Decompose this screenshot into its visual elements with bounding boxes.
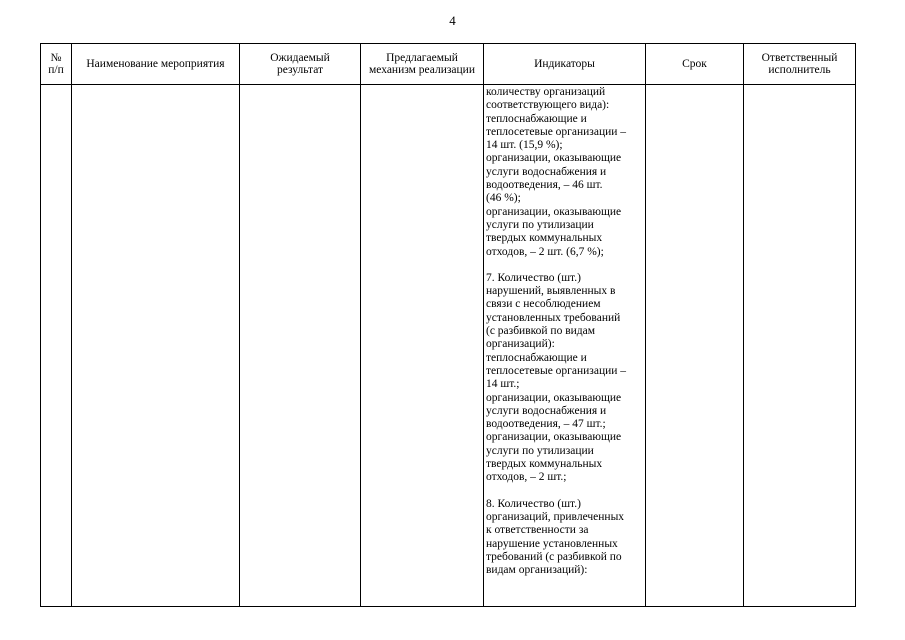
- cell-result: [240, 85, 361, 607]
- indicator-line: организаций):: [486, 338, 555, 351]
- indicator-line: организации, оказывающие: [486, 391, 622, 404]
- indicator-line: 8. Количество (шт.): [486, 497, 581, 510]
- indicators-list: [484, 85, 645, 577]
- indicator-line: теплосетевые организации –: [486, 125, 627, 138]
- indicator-line: связи с несоблюдением: [486, 298, 601, 311]
- cell-name: [72, 85, 240, 607]
- header-result: Ожидаемый результат: [240, 44, 361, 85]
- indicator-line: услуги по утилизации: [486, 444, 594, 457]
- cell-indicators: [484, 85, 646, 607]
- header-responsible: Ответственный исполнитель: [744, 44, 856, 85]
- cell-responsible: [744, 85, 856, 607]
- indicator-line: 14 шт.;: [486, 378, 520, 391]
- table-header-row: [41, 44, 856, 85]
- indicator-paragraph: [486, 86, 645, 272]
- header-indicators: Индикаторы: [484, 44, 646, 85]
- indicator-line: 14 шт. (15,9 %);: [486, 139, 563, 152]
- indicator-line: услуги водоснабжения и: [486, 165, 607, 178]
- indicator-line: водоотведения, – 47 шт.;: [486, 418, 606, 431]
- paragraph-gap: [486, 485, 645, 498]
- header-num: № п/п: [41, 44, 72, 85]
- indicator-line: теплоснабжающие и: [486, 112, 587, 125]
- indicator-line: (с разбивкой по видам: [486, 325, 596, 338]
- indicator-line: нарушение установленных: [486, 537, 618, 550]
- indicator-line: требований (с разбивкой по: [486, 550, 622, 563]
- indicator-line: количеству организаций: [486, 86, 606, 98]
- indicator-line: твердых коммунальных: [486, 458, 603, 471]
- header-mechanism: Предлагаемый механизм реализации: [361, 44, 484, 85]
- indicator-paragraph: [486, 272, 645, 498]
- table-row: [41, 85, 856, 607]
- indicator-line: соответствующего вида):: [486, 99, 610, 112]
- indicator-line: отходов, – 2 шт. (6,7 %);: [486, 245, 604, 258]
- cell-mechanism: [361, 85, 484, 607]
- measures-table: [40, 43, 856, 607]
- indicator-line: твердых коммунальных: [486, 232, 603, 245]
- cell-term: [646, 85, 744, 607]
- indicator-line: услуги по утилизации: [486, 218, 594, 231]
- indicator-line: установленных требований: [486, 311, 621, 324]
- page-number: 4: [449, 13, 456, 28]
- indicator-line: организации, оказывающие: [486, 152, 622, 165]
- indicator-line: (46 %);: [486, 192, 521, 205]
- indicator-line: организации, оказывающие: [486, 431, 622, 444]
- indicator-line: к ответственности за: [486, 524, 589, 537]
- indicator-line: организаций, привлеченных: [486, 510, 625, 523]
- indicator-line: отходов, – 2 шт.;: [486, 471, 567, 484]
- indicator-line: организации, оказывающие: [486, 205, 622, 218]
- header-name: Наименование мероприятия: [72, 44, 240, 85]
- header-term: Срок: [646, 44, 744, 85]
- indicator-line: теплосетевые организации –: [486, 364, 627, 377]
- cell-num: [41, 85, 72, 607]
- indicator-line: водоотведения, – 46 шт.: [486, 179, 603, 192]
- indicator-paragraph: [486, 498, 645, 578]
- paragraph-gap: [486, 259, 645, 272]
- indicator-line: услуги водоснабжения и: [486, 404, 607, 417]
- indicator-line: 7. Количество (шт.): [486, 271, 581, 284]
- indicator-line: видам организаций):: [486, 564, 588, 577]
- indicator-line: нарушений, выявленных в: [486, 285, 616, 298]
- indicator-line: теплоснабжающие и: [486, 351, 587, 364]
